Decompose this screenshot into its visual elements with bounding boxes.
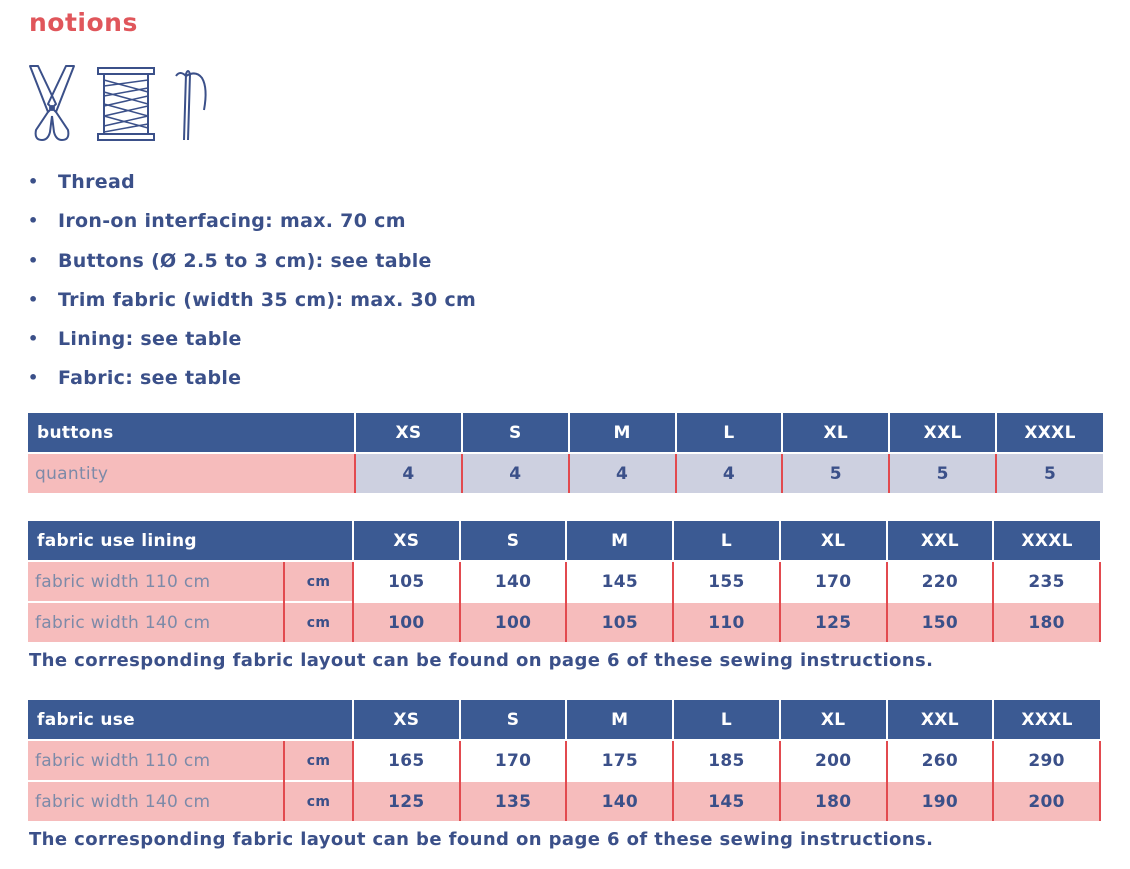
table-cell: 4 <box>676 453 783 493</box>
table-cell: 105 <box>566 602 673 642</box>
table-cell: 4 <box>569 453 676 493</box>
list-item: • Fabric: see table <box>26 362 476 401</box>
list-item: • Trim fabric (width 35 cm): max. 30 cm <box>26 284 476 323</box>
thread-spool-icon <box>96 66 156 142</box>
table-cell: 145 <box>673 781 780 821</box>
table-cell: 5 <box>996 453 1103 493</box>
size-header: L <box>673 700 780 740</box>
lining-note: The corresponding fabric layout can be found on page 6 of these sewing instructions. <box>29 650 934 671</box>
table-cell: 140 <box>460 561 567 602</box>
bullet-icon: • <box>28 329 39 349</box>
table-cell: 125 <box>780 602 887 642</box>
table-row <box>28 561 1100 602</box>
buttons-table <box>28 413 1103 493</box>
size-header: L <box>673 521 780 561</box>
bullet-icon: • <box>28 250 39 270</box>
table-cell: 100 <box>353 602 460 642</box>
row-label: quantity <box>28 453 355 493</box>
table-cell: 175 <box>566 740 673 781</box>
table-cell: 125 <box>353 781 460 821</box>
table-cell: 110 <box>673 602 780 642</box>
table-cell: 185 <box>673 740 780 781</box>
notions-icons <box>26 64 212 142</box>
list-item: • Iron-on interfacing: max. 70 cm <box>26 205 476 244</box>
size-header: M <box>566 700 673 740</box>
table-cell: 150 <box>887 602 994 642</box>
table-cell: 200 <box>780 740 887 781</box>
table-cell: 4 <box>462 453 569 493</box>
size-header: S <box>462 413 569 453</box>
size-header: XXXL <box>996 413 1103 453</box>
size-header: L <box>676 413 783 453</box>
table-header-label: fabric use lining <box>28 521 353 561</box>
row-label: fabric width 110 cm <box>28 561 284 602</box>
table-cell: 100 <box>460 602 567 642</box>
unit-label: cm <box>284 781 353 821</box>
list-item: • Lining: see table <box>26 323 476 362</box>
scissors-icon <box>26 64 78 142</box>
bullet-icon: • <box>28 289 39 309</box>
table-cell: 135 <box>460 781 567 821</box>
table-cell: 260 <box>887 740 994 781</box>
row-label: fabric width 140 cm <box>28 602 284 642</box>
size-header: XXL <box>887 521 994 561</box>
table-cell: 235 <box>993 561 1100 602</box>
size-header: XXL <box>889 413 996 453</box>
table-cell: 105 <box>353 561 460 602</box>
table-cell: 180 <box>993 602 1100 642</box>
fabric-note: The corresponding fabric layout can be found on page 6 of these sewing instructions. <box>29 829 934 850</box>
table-cell: 155 <box>673 561 780 602</box>
page-title: notions <box>29 8 138 37</box>
notions-list <box>26 166 476 402</box>
table-row <box>28 740 1100 781</box>
table-row <box>28 602 1100 642</box>
table-row <box>28 781 1100 821</box>
size-header: M <box>569 413 676 453</box>
unit-label: cm <box>284 602 353 642</box>
list-item: • Thread <box>26 166 476 205</box>
lining-table <box>28 521 1101 642</box>
bullet-icon: • <box>28 211 39 231</box>
size-header: S <box>460 700 567 740</box>
size-header: XS <box>355 413 462 453</box>
size-header: XL <box>780 521 887 561</box>
bullet-icon: • <box>28 172 39 191</box>
table-row <box>28 453 1103 493</box>
size-header: S <box>460 521 567 561</box>
table-cell: 140 <box>566 781 673 821</box>
table-cell: 180 <box>780 781 887 821</box>
needle-icon <box>174 66 212 142</box>
table-header-label: buttons <box>28 413 355 453</box>
table-cell: 290 <box>993 740 1100 781</box>
table-header-label: fabric use <box>28 700 353 740</box>
row-label: fabric width 110 cm <box>28 740 284 781</box>
table-cell: 190 <box>887 781 994 821</box>
table-cell: 165 <box>353 740 460 781</box>
size-header: XS <box>353 700 460 740</box>
fabric-table <box>28 700 1101 821</box>
table-cell: 5 <box>782 453 889 493</box>
table-cell: 170 <box>460 740 567 781</box>
size-header: XXXL <box>993 700 1100 740</box>
row-label: fabric width 140 cm <box>28 781 284 821</box>
table-cell: 145 <box>566 561 673 602</box>
table-cell: 170 <box>780 561 887 602</box>
size-header: XL <box>782 413 889 453</box>
unit-label: cm <box>284 740 353 781</box>
bullet-icon: • <box>28 368 39 388</box>
table-cell: 200 <box>993 781 1100 821</box>
size-header: XXL <box>887 700 994 740</box>
unit-label: cm <box>284 561 353 602</box>
size-header: M <box>566 521 673 561</box>
size-header: XL <box>780 700 887 740</box>
table-cell: 220 <box>887 561 994 602</box>
table-cell: 5 <box>889 453 996 493</box>
size-header: XXXL <box>993 521 1100 561</box>
size-header: XS <box>353 521 460 561</box>
list-item: • Buttons (Ø 2.5 to 3 cm): see table <box>26 245 476 284</box>
table-cell: 4 <box>355 453 462 493</box>
